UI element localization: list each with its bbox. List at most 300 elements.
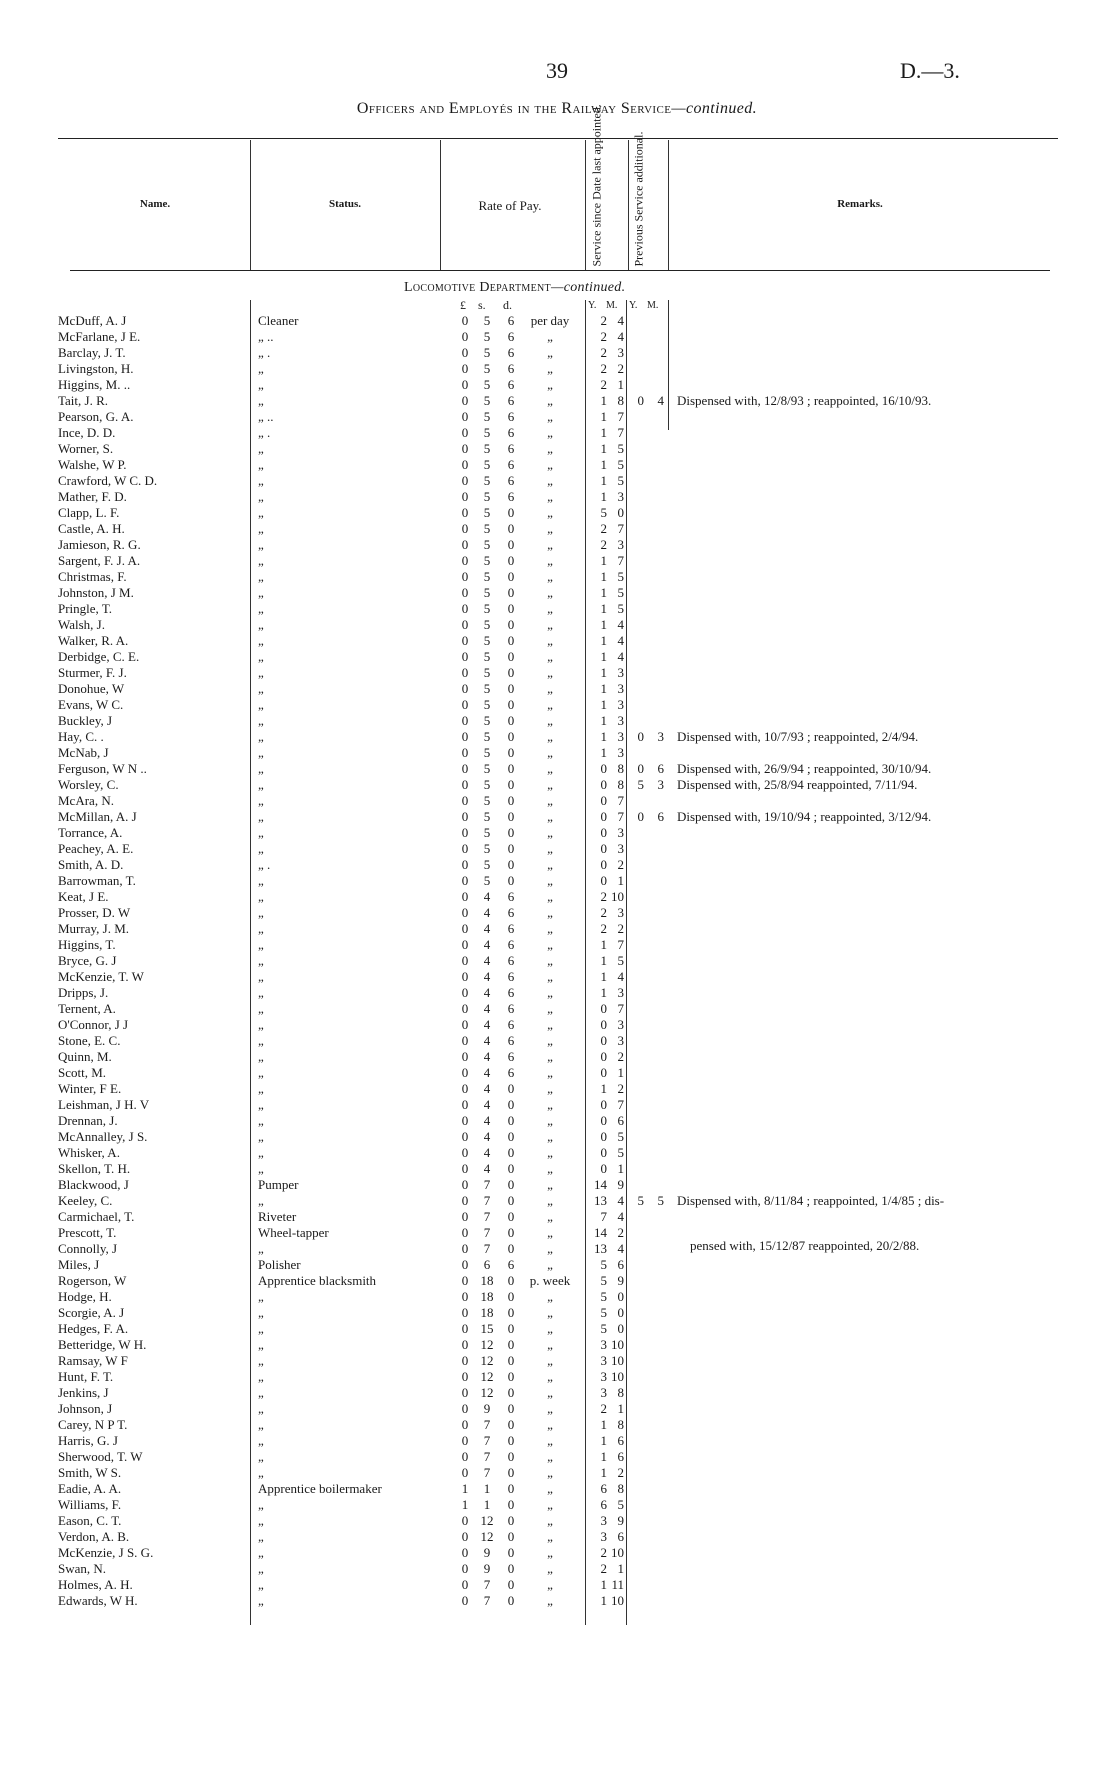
- service-months-cell: 3: [617, 905, 624, 920]
- shillings-cell: 5: [483, 857, 491, 872]
- service-months-cell: 10: [611, 889, 624, 904]
- service-months-cell: 3: [617, 1017, 624, 1032]
- name-cell: McKenzie, T. W: [58, 969, 144, 984]
- service-months-cell: 7: [617, 1001, 624, 1016]
- pounds-cell: 0: [461, 1241, 469, 1256]
- pounds-cell: 0: [461, 1513, 469, 1528]
- pence-cell: 6: [507, 377, 515, 392]
- table-row: [0, 361, 1114, 377]
- service-years-cell: 0: [600, 1065, 607, 1080]
- table-row: [0, 1001, 1114, 1017]
- pounds-cell: 0: [461, 1209, 469, 1224]
- name-cell: Hodge, H.: [58, 1289, 112, 1304]
- shillings-cell: 9: [483, 1401, 491, 1416]
- name-cell: Pearson, G. A.: [58, 409, 134, 424]
- rate-period-cell: „: [547, 809, 553, 824]
- service-months-cell: 3: [617, 825, 624, 840]
- service-months-cell: 7: [617, 409, 624, 424]
- service-years-cell: 2: [600, 361, 607, 376]
- service-years-cell: 0: [600, 873, 607, 888]
- table-row: [0, 1577, 1114, 1593]
- header-remarks: Remarks.: [837, 198, 883, 210]
- service-years-cell: 7: [600, 1209, 607, 1224]
- pence-cell: 0: [507, 1225, 515, 1240]
- service-months-cell: 5: [617, 569, 624, 584]
- service-months-cell: 3: [617, 713, 624, 728]
- name-cell: Holmes, A. H.: [58, 1577, 133, 1592]
- pence-cell: 6: [507, 1001, 515, 1016]
- rate-period-cell: „: [547, 873, 553, 888]
- service-months-cell: 2: [617, 1049, 624, 1064]
- name-cell: Higgins, T.: [58, 937, 116, 952]
- pence-cell: 0: [507, 1593, 515, 1608]
- pounds-cell: 0: [461, 1193, 469, 1208]
- previous-years-cell: 0: [637, 729, 644, 744]
- shillings-cell: 7: [483, 1465, 491, 1480]
- pence-cell: 0: [507, 1321, 515, 1336]
- service-years-cell: 1: [600, 441, 607, 456]
- status-cell: „: [258, 1193, 264, 1208]
- status-cell: „: [258, 457, 264, 472]
- shillings-cell: 5: [483, 569, 491, 584]
- name-cell: Walshe, W P.: [58, 457, 127, 472]
- shillings-cell: 1: [483, 1497, 491, 1512]
- pounds-cell: 0: [461, 793, 469, 808]
- name-cell: McDuff, A. J: [58, 313, 127, 328]
- pence-cell: 6: [507, 329, 515, 344]
- service-years-cell: 3: [600, 1369, 607, 1384]
- pounds-cell: 0: [461, 889, 469, 904]
- service-years-cell: 0: [600, 777, 607, 792]
- service-years-cell: 0: [600, 1049, 607, 1064]
- rate-period-cell: „: [547, 1401, 553, 1416]
- shillings-cell: 5: [483, 329, 491, 344]
- name-cell: Eason, C. T.: [58, 1513, 122, 1528]
- status-cell: „: [258, 1161, 264, 1176]
- pence-cell: 0: [507, 1401, 515, 1416]
- pounds-cell: 0: [461, 1001, 469, 1016]
- table-row: [0, 1337, 1114, 1353]
- pence-cell: 6: [507, 889, 515, 904]
- pounds-cell: 0: [461, 553, 469, 568]
- pence-cell: 0: [507, 1209, 515, 1224]
- pounds-cell: 0: [461, 473, 469, 488]
- pence-cell: 0: [507, 1305, 515, 1320]
- service-months-cell: 5: [617, 601, 624, 616]
- service-months-cell: 2: [617, 1081, 624, 1096]
- service-years-cell: 1: [600, 1577, 607, 1592]
- service-years-cell: 0: [600, 809, 607, 824]
- table-row: [0, 1449, 1114, 1465]
- service-years-cell: 2: [600, 313, 607, 328]
- status-cell: Cleaner: [258, 313, 299, 328]
- service-years-cell: 0: [600, 1033, 607, 1048]
- status-cell: Polisher: [258, 1257, 301, 1272]
- table-row: [0, 1097, 1114, 1113]
- service-years-cell: 0: [600, 825, 607, 840]
- service-months-cell: 5: [617, 1145, 624, 1160]
- service-years-cell: 5: [600, 1257, 607, 1272]
- service-years-cell: 0: [600, 761, 607, 776]
- previous-months-cell: 4: [657, 393, 664, 408]
- name-cell: Worner, S.: [58, 441, 114, 456]
- previous-years-cell: 0: [637, 809, 644, 824]
- name-cell: Miles, J: [58, 1257, 100, 1272]
- title-main: Officers and Employés in the Railway Service: [356, 100, 672, 117]
- service-years-cell: 2: [600, 377, 607, 392]
- pence-cell: 6: [507, 905, 515, 920]
- pounds-cell: 0: [461, 1465, 469, 1480]
- pence-cell: 6: [507, 937, 515, 952]
- name-cell: Worsley, C.: [58, 777, 119, 792]
- pence-cell: 0: [507, 1433, 515, 1448]
- shillings-cell: 5: [483, 537, 491, 552]
- service-years-cell: 0: [600, 857, 607, 872]
- status-cell: „: [258, 953, 264, 968]
- col-divider: [585, 140, 586, 270]
- pounds-cell: 0: [461, 937, 469, 952]
- status-cell: „: [258, 1545, 264, 1560]
- shillings-cell: 12: [480, 1337, 494, 1352]
- shillings-cell: 5: [483, 425, 491, 440]
- pounds-cell: 0: [461, 985, 469, 1000]
- service-years-cell: 1: [600, 393, 607, 408]
- table-row: [0, 1401, 1114, 1417]
- pence-cell: 0: [507, 1449, 515, 1464]
- rate-period-cell: „: [547, 1289, 553, 1304]
- pounds-cell: 0: [461, 1321, 469, 1336]
- rate-period-cell: „: [547, 745, 553, 760]
- pounds-cell: 0: [461, 969, 469, 984]
- status-cell: „: [258, 393, 264, 408]
- service-years-cell: 1: [600, 457, 607, 472]
- table-row: [0, 665, 1114, 681]
- service-years-cell: 3: [600, 1385, 607, 1400]
- rate-period-cell: „: [547, 601, 553, 616]
- service-years-cell: 6: [600, 1497, 607, 1512]
- rate-period-cell: „: [547, 361, 553, 376]
- shillings-cell: 5: [483, 521, 491, 536]
- service-years-cell: 1: [600, 681, 607, 696]
- service-months-cell: 4: [617, 969, 624, 984]
- pence-cell: 6: [507, 969, 515, 984]
- service-months-cell: 1: [617, 1161, 624, 1176]
- rate-period-cell: „: [547, 889, 553, 904]
- service-years-cell: 1: [600, 409, 607, 424]
- pence-cell: 0: [507, 553, 515, 568]
- service-months-cell: 4: [617, 633, 624, 648]
- shillings-cell: 7: [483, 1193, 491, 1208]
- pounds-cell: 0: [461, 1177, 469, 1192]
- shillings-cell: 5: [483, 761, 491, 776]
- table-row: [0, 1017, 1114, 1033]
- name-cell: Skellon, T. H.: [58, 1161, 131, 1176]
- rate-period-cell: „: [547, 953, 553, 968]
- pence-cell: 0: [507, 1145, 515, 1160]
- pence-cell: 0: [507, 793, 515, 808]
- shillings-cell: 5: [483, 473, 491, 488]
- shillings-cell: 5: [483, 745, 491, 760]
- name-cell: Donohue, W: [58, 681, 125, 696]
- page-title: [0, 100, 1114, 118]
- shillings-cell: 7: [483, 1433, 491, 1448]
- pence-cell: 0: [507, 1353, 515, 1368]
- table-row: [0, 1241, 1114, 1257]
- name-cell: Clapp, L. F.: [58, 505, 120, 520]
- status-cell: „: [258, 1113, 264, 1128]
- name-cell: Livingston, H.: [58, 361, 134, 376]
- name-cell: Hunt, F. T.: [58, 1369, 114, 1384]
- service-years-cell: 2: [600, 1545, 607, 1560]
- service-months-cell: 5: [617, 457, 624, 472]
- status-cell: „: [258, 1321, 264, 1336]
- table-row: [0, 825, 1114, 841]
- rate-period-cell: „: [547, 1129, 553, 1144]
- previous-months-cell: 5: [657, 1193, 664, 1208]
- status-cell: „: [258, 1401, 264, 1416]
- rate-period-cell: „: [547, 1449, 553, 1464]
- name-cell: Verdon, A. B.: [58, 1529, 130, 1544]
- rate-period-cell: „: [547, 649, 553, 664]
- status-cell: „: [258, 1497, 264, 1512]
- rate-period-cell: „: [547, 937, 553, 952]
- table-row: [0, 729, 1114, 745]
- status-cell: „: [258, 489, 264, 504]
- shillings-cell: 4: [483, 1129, 491, 1144]
- table-row: [0, 1033, 1114, 1049]
- rate-period-cell: „: [547, 329, 553, 344]
- shillings-cell: 4: [483, 1033, 491, 1048]
- table-row: [0, 537, 1114, 553]
- service-years-cell: 14: [594, 1177, 607, 1192]
- status-cell: „: [258, 553, 264, 568]
- pounds-cell: 0: [461, 441, 469, 456]
- service-years-cell: 1: [600, 633, 607, 648]
- name-cell: Derbidge, C. E.: [58, 649, 140, 664]
- service-months-cell: 2: [617, 921, 624, 936]
- status-cell: „: [258, 617, 264, 632]
- remarks-cell: Dispensed with, 8/11/84 ; reappointed, 1/4/85 ; dis-: [677, 1193, 945, 1208]
- pence-cell: 0: [507, 617, 515, 632]
- table-row: [0, 601, 1114, 617]
- status-cell: „: [258, 569, 264, 584]
- shillings-cell: 7: [483, 1241, 491, 1256]
- name-cell: Keeley, C.: [58, 1193, 113, 1208]
- shillings-cell: 4: [483, 1049, 491, 1064]
- pounds-cell: 0: [461, 697, 469, 712]
- shillings-cell: 5: [483, 617, 491, 632]
- rate-period-cell: „: [547, 489, 553, 504]
- rate-period-cell: „: [547, 1353, 553, 1368]
- table-row: [0, 313, 1114, 329]
- service-years-cell: 1: [600, 601, 607, 616]
- service-months-cell: 8: [617, 393, 624, 408]
- pounds-cell: 0: [461, 345, 469, 360]
- rate-period-cell: „: [547, 1385, 553, 1400]
- shillings-cell: 18: [480, 1289, 494, 1304]
- table-row: [0, 1561, 1114, 1577]
- pounds-cell: 0: [461, 1145, 469, 1160]
- name-cell: Dripps, J.: [58, 985, 109, 1000]
- rate-period-cell: „: [547, 841, 553, 856]
- service-months-cell: 8: [617, 761, 624, 776]
- pounds-cell: 0: [461, 745, 469, 760]
- previous-months-cell: 6: [657, 809, 664, 824]
- table-row: [0, 1081, 1114, 1097]
- pounds-cell: 0: [461, 713, 469, 728]
- service-years-cell: 2: [600, 537, 607, 552]
- service-months-cell: 3: [617, 729, 624, 744]
- name-cell: Connolly, J: [58, 1241, 118, 1256]
- table-row: [0, 1161, 1114, 1177]
- table-row: [0, 617, 1114, 633]
- pounds-cell: 0: [461, 633, 469, 648]
- service-years-cell: 2: [600, 905, 607, 920]
- shillings-cell: 9: [483, 1545, 491, 1560]
- name-cell: Johnston, J M.: [58, 585, 134, 600]
- table-row: [0, 1049, 1114, 1065]
- shillings-cell: 12: [480, 1353, 494, 1368]
- name-cell: Ferguson, W N ..: [58, 761, 147, 776]
- table-row: [0, 1353, 1114, 1369]
- previous-years-cell: 5: [637, 1193, 644, 1208]
- page-code: D.—3.: [900, 58, 960, 83]
- rate-period-cell: „: [547, 553, 553, 568]
- pence-cell: 0: [507, 1337, 515, 1352]
- service-months-cell: 0: [617, 505, 624, 520]
- service-months-cell: 6: [617, 1529, 624, 1544]
- pence-cell: 0: [507, 761, 515, 776]
- rate-period-cell: „: [547, 1433, 553, 1448]
- shillings-cell: 5: [483, 361, 491, 376]
- pence-cell: 0: [507, 1497, 515, 1512]
- name-cell: Jamieson, R. G.: [58, 537, 141, 552]
- rate-period-cell: „: [547, 985, 553, 1000]
- pence-cell: 6: [507, 473, 515, 488]
- table-row: [0, 457, 1114, 473]
- pence-cell: 6: [507, 1017, 515, 1032]
- shillings-cell: 4: [483, 1001, 491, 1016]
- name-cell: Ince, D. D.: [58, 425, 116, 440]
- pounds-cell: 0: [461, 569, 469, 584]
- service-months-cell: 3: [617, 985, 624, 1000]
- name-cell: Crawford, W C. D.: [58, 473, 158, 488]
- name-cell: Jenkins, J: [58, 1385, 109, 1400]
- service-months-cell: 4: [617, 1193, 624, 1208]
- service-months-cell: 8: [617, 1385, 624, 1400]
- table-row: [0, 889, 1114, 905]
- pence-cell: 0: [507, 1545, 515, 1560]
- table-row: [0, 1433, 1114, 1449]
- shillings-cell: 4: [483, 905, 491, 920]
- shillings-cell: 5: [483, 841, 491, 856]
- service-months-cell: 0: [617, 1305, 624, 1320]
- table-row: [0, 793, 1114, 809]
- table-row: [0, 377, 1114, 393]
- name-cell: Eadie, A. A.: [58, 1481, 122, 1496]
- name-cell: Quinn, M.: [58, 1049, 112, 1064]
- status-cell: „: [258, 809, 264, 824]
- service-months-cell: 1: [617, 1401, 624, 1416]
- col-divider: [250, 140, 251, 270]
- name-cell: Tait, J. R.: [58, 393, 109, 408]
- name-cell: Higgins, M. ..: [58, 377, 131, 392]
- status-cell: „: [258, 1465, 264, 1480]
- status-cell: „ .: [258, 345, 271, 360]
- table-row: [0, 1193, 1114, 1209]
- shillings-cell: 4: [483, 1145, 491, 1160]
- previous-months-cell: 6: [657, 761, 664, 776]
- shillings-cell: 15: [480, 1321, 494, 1336]
- pence-cell: 0: [507, 1561, 515, 1576]
- pounds-cell: 1: [461, 1497, 469, 1512]
- rate-period-cell: „: [547, 1321, 553, 1336]
- service-months-cell: 6: [617, 1433, 624, 1448]
- pounds-cell: 0: [461, 617, 469, 632]
- pounds-cell: 0: [461, 1065, 469, 1080]
- pence-cell: 0: [507, 1129, 515, 1144]
- shillings-cell: 5: [483, 697, 491, 712]
- name-cell: Keat, J E.: [58, 889, 109, 904]
- table-row: [0, 569, 1114, 585]
- service-months-cell: 0: [617, 1289, 624, 1304]
- shillings-cell: 5: [483, 489, 491, 504]
- shillings-cell: 5: [483, 729, 491, 744]
- status-cell: „: [258, 969, 264, 984]
- status-cell: „: [258, 905, 264, 920]
- service-years-cell: 14: [594, 1225, 607, 1240]
- service-years-cell: 2: [600, 1401, 607, 1416]
- pounds-cell: 0: [461, 1593, 469, 1608]
- service-years-cell: 1: [600, 649, 607, 664]
- pence-cell: 0: [507, 585, 515, 600]
- name-cell: Ramsay, W F: [58, 1353, 128, 1368]
- table-row: [0, 985, 1114, 1001]
- table-row: [0, 441, 1114, 457]
- service-months-cell: 7: [617, 809, 624, 824]
- service-years-cell: 2: [600, 1561, 607, 1576]
- status-cell: „: [258, 1305, 264, 1320]
- pounds-cell: 0: [461, 1401, 469, 1416]
- pounds-cell: 0: [461, 393, 469, 408]
- rate-period-cell: „: [547, 1337, 553, 1352]
- table-row: [0, 681, 1114, 697]
- pence-cell: 0: [507, 1161, 515, 1176]
- rate-period-cell: per day: [530, 313, 570, 328]
- service-months-cell: 8: [617, 1417, 624, 1432]
- shillings-cell: 18: [480, 1273, 494, 1288]
- status-cell: „: [258, 1449, 264, 1464]
- rate-period-cell: „: [547, 617, 553, 632]
- pence-cell: 0: [507, 825, 515, 840]
- service-years-cell: 1: [600, 1465, 607, 1480]
- name-cell: Castle, A. H.: [58, 521, 125, 536]
- pounds-cell: 0: [461, 313, 469, 328]
- pence-cell: 0: [507, 1577, 515, 1592]
- service-months-cell: 2: [617, 361, 624, 376]
- service-months-cell: 4: [617, 1241, 624, 1256]
- service-months-cell: 0: [617, 1321, 624, 1336]
- pounds-cell: 0: [461, 873, 469, 888]
- shillings-cell: 5: [483, 649, 491, 664]
- name-cell: Leishman, J H. V: [58, 1097, 150, 1112]
- service-years-cell: 13: [594, 1193, 607, 1208]
- service-months-cell: 1: [617, 873, 624, 888]
- pence-cell: 0: [507, 697, 515, 712]
- pence-cell: 6: [507, 441, 515, 456]
- rate-period-cell: „: [547, 921, 553, 936]
- table-row: [0, 697, 1114, 713]
